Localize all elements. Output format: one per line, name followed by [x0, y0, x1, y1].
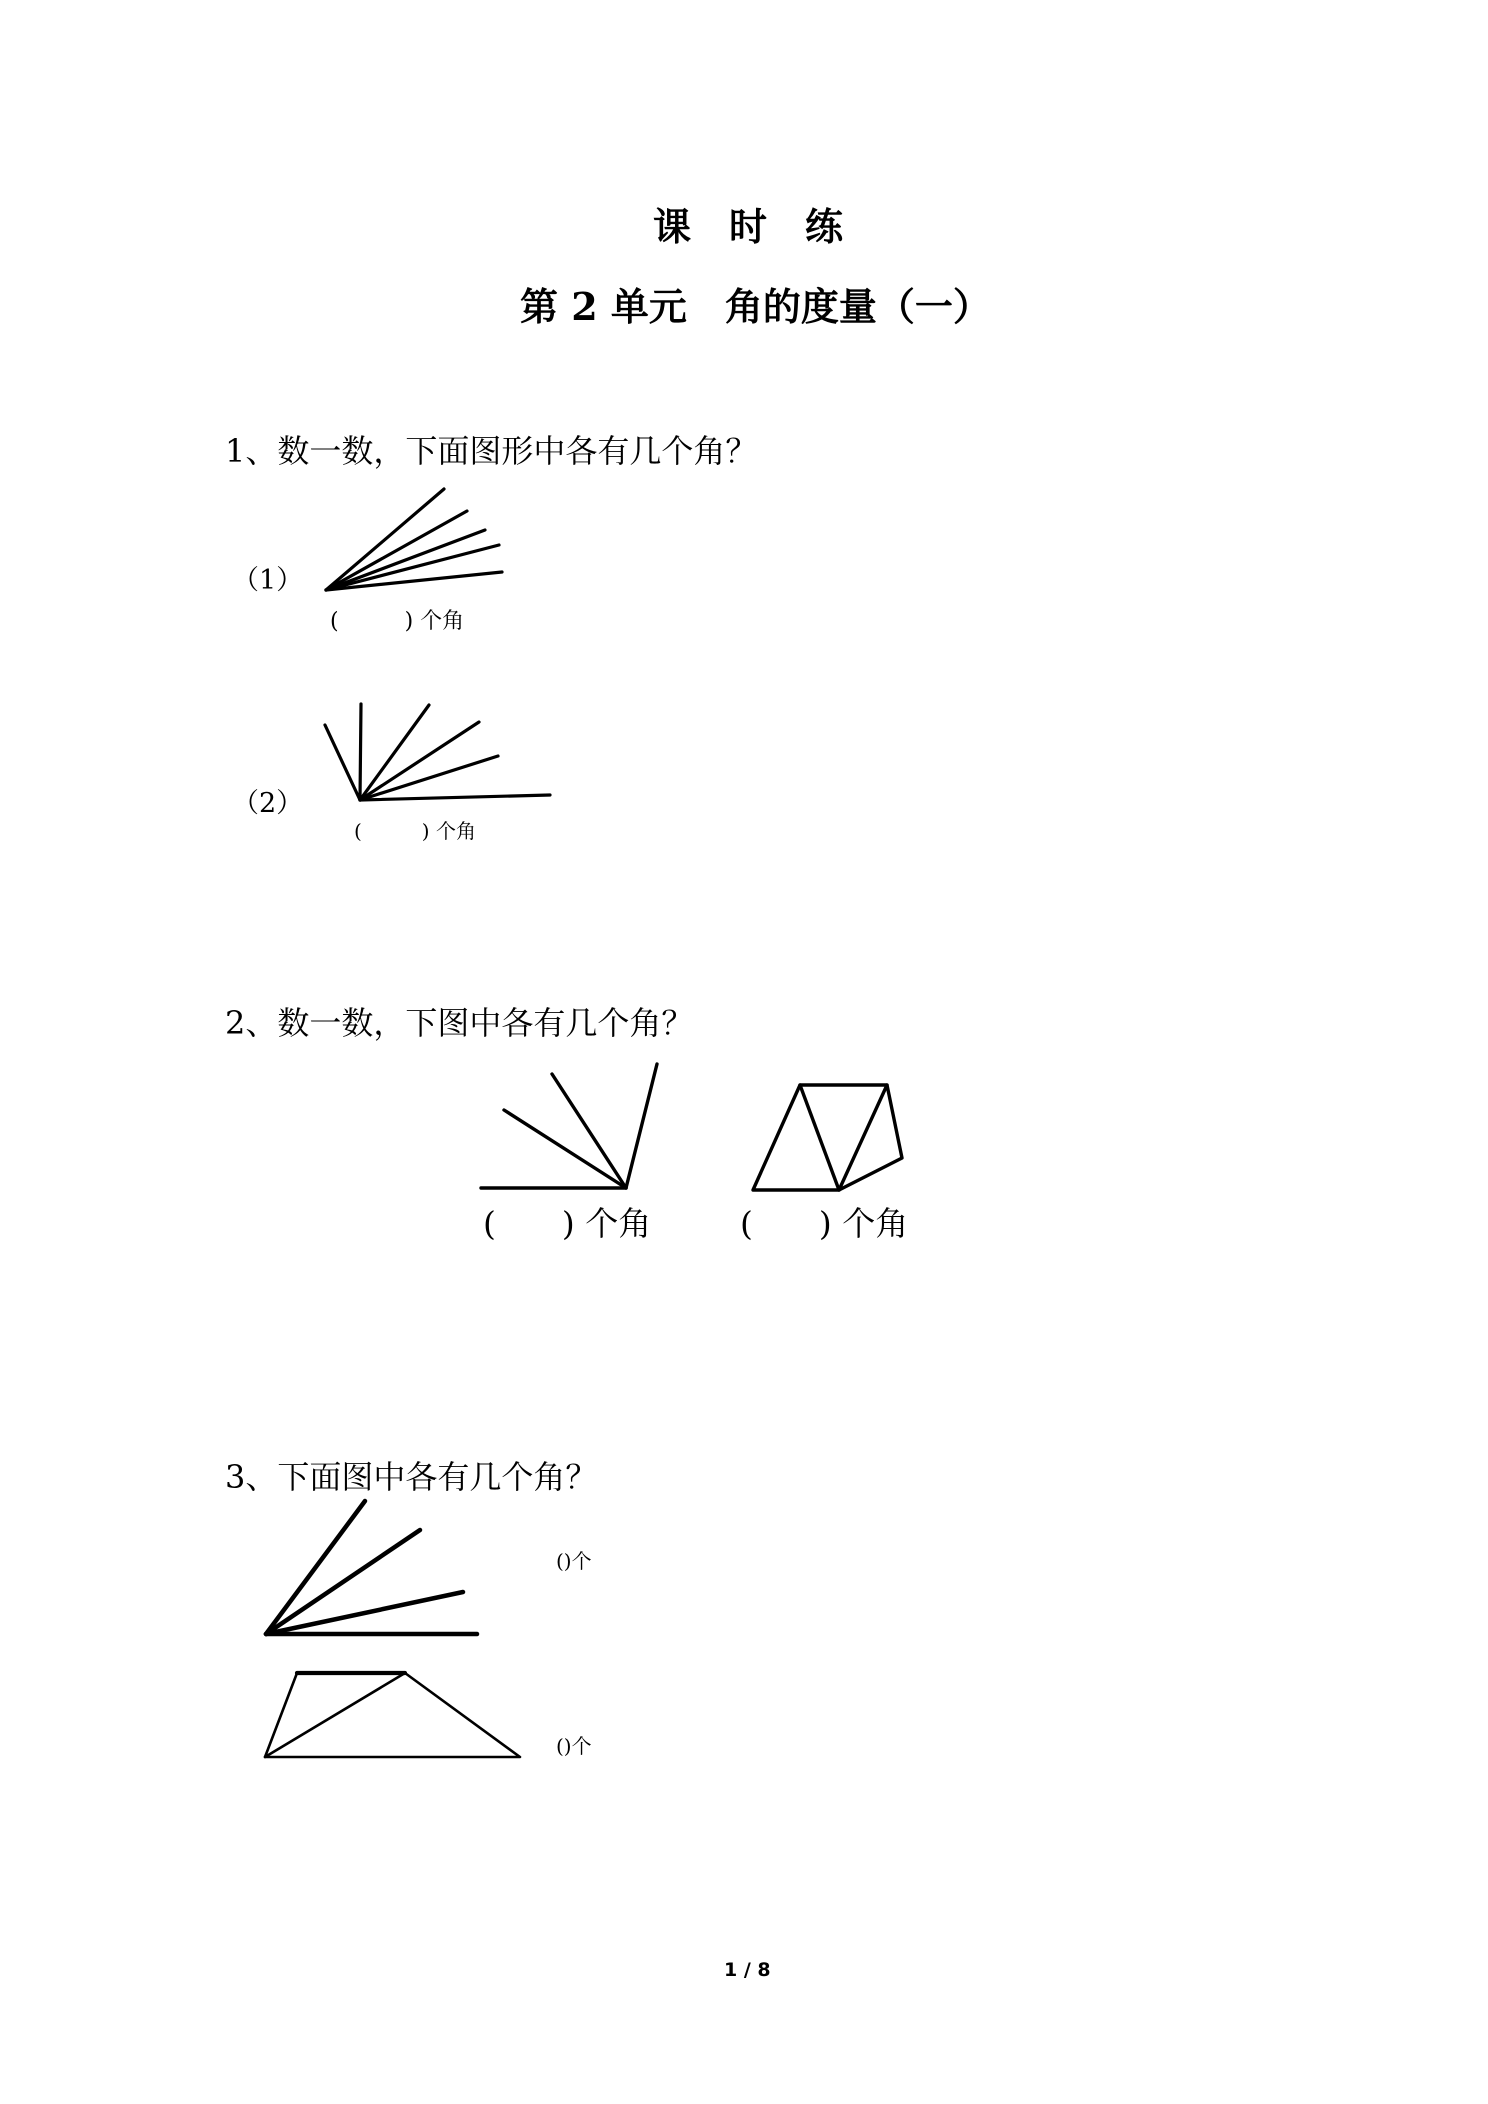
diagonal	[839, 1085, 887, 1190]
question-1-item-2-answer: ( ) 个角	[354, 819, 476, 843]
question-3-answer-1: ()个	[556, 1549, 592, 1573]
page-title: 课 时 练	[653, 204, 844, 249]
ray	[552, 1074, 626, 1188]
question-2-answer-1: ( ) 个角	[483, 1204, 652, 1243]
question-3-answer-2: ()个	[556, 1734, 592, 1758]
q1-figure-1-angle-fan	[326, 489, 502, 590]
ray	[325, 725, 360, 800]
question-1-item-1-label: （1）	[232, 565, 304, 596]
diagonal	[800, 1085, 839, 1190]
ray	[504, 1110, 626, 1188]
question-2-prompt: 2、数一数，下图中各有几个角？	[225, 1004, 694, 1042]
page-subtitle: 第 2 单元 角的度量（一）	[520, 284, 991, 329]
q3-figure-1-angle-fan	[266, 1501, 477, 1634]
ray	[360, 705, 429, 800]
ray	[360, 795, 550, 800]
ray	[360, 704, 361, 800]
ray	[360, 722, 479, 800]
page-number: 1 / 8	[724, 1959, 771, 1981]
q1-figure-2-angle-fan	[325, 704, 550, 800]
q3-figure-2-trapezoid	[265, 1673, 520, 1757]
question-2-answer-2: ( ) 个角	[740, 1204, 909, 1243]
outline	[265, 1673, 520, 1757]
q2-figure-2-triangles	[753, 1085, 902, 1190]
question-1-item-1-answer: ( ) 个角	[330, 609, 465, 634]
question-1-prompt: 1、数一数，下面图形中各有几个角？	[225, 432, 758, 470]
ray	[360, 756, 498, 800]
question-1-item-2-label: （2）	[232, 788, 304, 819]
question-3-prompt: 3、下面图中各有几个角？	[225, 1458, 598, 1496]
q2-figure-1-angle-fan	[481, 1064, 657, 1188]
diagonal	[265, 1673, 405, 1757]
ray	[626, 1064, 657, 1188]
